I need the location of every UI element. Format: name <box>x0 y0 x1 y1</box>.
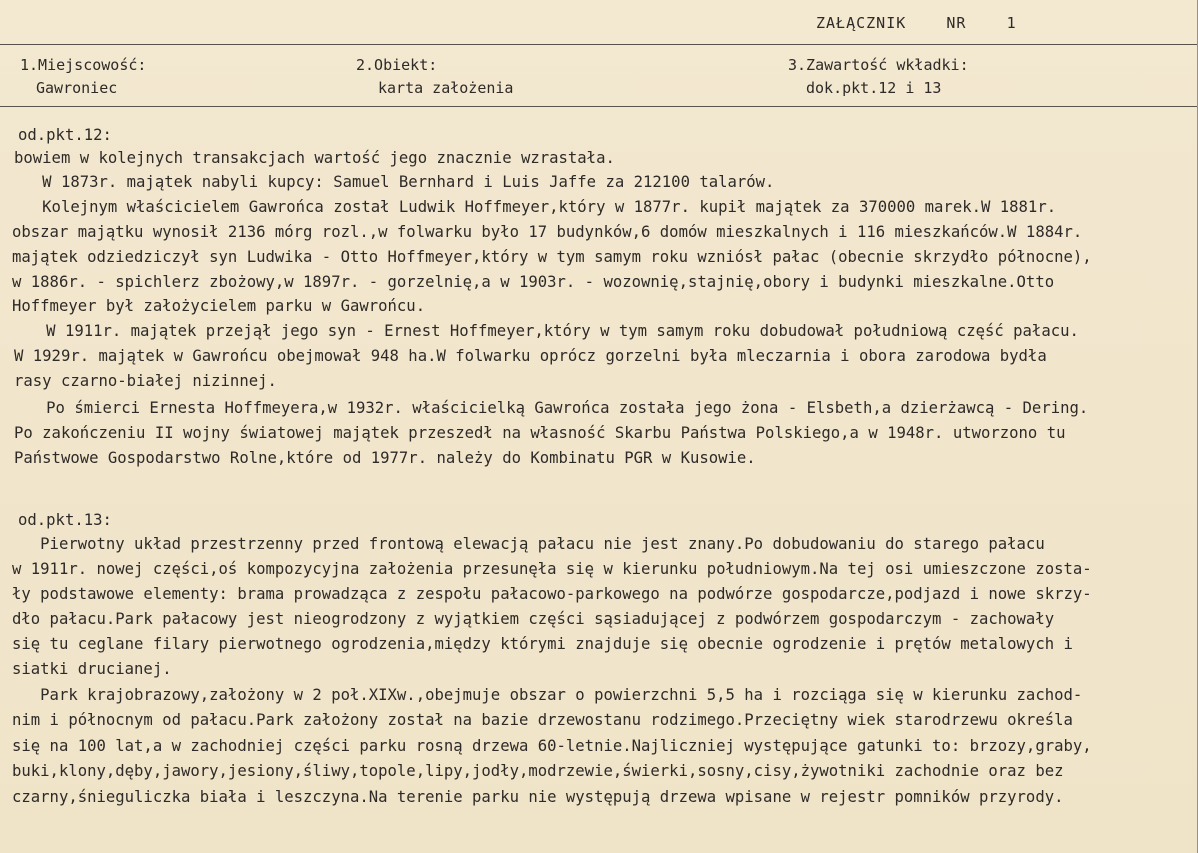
body-line: czarny,śnieguliczka biała i leszczyna.Na terenie parku nie występują drzewa wpisane w rejestr pomników przyrody. <box>12 788 1064 806</box>
body-line: się tu ceglane filary pierwotnego ogrodzenia,między którymi znajduje się obecnie ogrodzenie i prętów metalowych i <box>12 635 1073 653</box>
body-line: ły podstawowe elementy: brama prowadząca z zespołu pałacowo-parkowego na podwórze gospodarcze,podjazd i nowe skrzy- <box>12 585 1092 603</box>
body-line: dło pałacu.Park pałacowy jest nieogrodzony z wyjątkiem części sąsiadującej z podwórzem gospodarczym - zachowały <box>12 610 1055 628</box>
body-line: W 1929r. majątek w Gawrońcu obejmował 948 ha.W folwarku oprócz gorzelni była mleczarnia i obora zarodowa bydła <box>14 347 1047 365</box>
body-line: Park krajobrazowy,założony w 2 poł.XIXw.,obejmuje obszar o powierzchni 5,5 ha i rozciąga się w kierunku zachod- <box>12 686 1083 704</box>
body-line: w 1911r. nowej części,oś kompozycyjna założenia przesunęła się w kierunku południowym.Na tej osi umieszczone zosta- <box>12 560 1092 578</box>
body-line: Po zakończeniu II wojny światowej majątek przeszedł na własność Skarbu Państwa Polskiego,a w 1948r. utworzono tu <box>14 424 1066 442</box>
body-line: Po śmierci Ernesta Hoffmeyera,w 1932r. właścicielką Gawrońca została jego żona - Elsbeth,a dzierżawcą - Dering. <box>18 399 1089 417</box>
content-label: 3.Zawartość wkładki: <box>788 56 969 74</box>
body-line: Państwowe Gospodarstwo Rolne,które od 1977r. należy do Kombinatu PGR w Kusowie. <box>14 449 756 467</box>
body-line: bowiem w kolejnych transakcjach wartość jego znacznie wzrastała. <box>14 149 615 167</box>
body-line: od.pkt.12: <box>18 126 112 144</box>
body-line: buki,klony,dęby,jawory,jesiony,śliwy,topole,lipy,jodły,modrzewie,świerki,sosny,cisy,żywotniki zachodnie oraz bez <box>12 762 1064 780</box>
body-line: się na 100 lat,a w zachodniej części parku rosną drzewa 60-letnie.Najliczniej występujące gatunki to: brzozy,graby, <box>12 737 1092 755</box>
body-line: W 1911r. majątek przejął jego syn - Ernest Hoffmeyer,który w tym samym roku dobudował południową część pałacu. <box>18 322 1079 340</box>
content-value: dok.pkt.12 i 13 <box>806 79 942 97</box>
body-line: od.pkt.13: <box>18 511 112 529</box>
object-label: 2.Obiekt: <box>356 56 438 74</box>
header-bottom-rule <box>0 106 1198 107</box>
body-line: W 1873r. majątek nabyli kupcy: Samuel Bernhard i Luis Jaffe za 212100 talarów. <box>14 173 775 191</box>
body-line: nim i północnym od pałacu.Park założony został na bazie drzewostanu rodzimego.Przeciętny wiek starodrzewu określa <box>12 711 1073 729</box>
body-line: majątek odziedziczył syn Ludwika - Otto Hoffmeyer,który w tym samym roku wzniósł pałac (obecnie skrzydło północne), <box>12 248 1092 266</box>
place-label: 1.Miejscowość: <box>20 56 147 74</box>
body-line: Hoffmeyer był założycielem parku w Gawrońcu. <box>12 297 426 315</box>
body-line: rasy czarno-białej nizinnej. <box>14 372 277 390</box>
body-line: w 1886r. - spichlerz zbożowy,w 1897r. - gorzelnię,a w 1903r. - wozownię,stajnię,obory i budynki mieszkalne.Otto <box>12 273 1055 291</box>
annex-number: ZAŁĄCZNIK NR 1 <box>816 14 1017 32</box>
body-line: siatki drucianej. <box>12 660 172 678</box>
object-value: karta założenia <box>378 79 514 97</box>
header-top-rule <box>0 44 1198 45</box>
body-line: Pierwotny układ przestrzenny przed frontową elewacją pałacu nie jest znany.Po dobudowaniu do starego pałacu <box>12 535 1045 553</box>
body-line: Kolejnym właścicielem Gawrońca został Ludwik Hoffmeyer,który w 1877r. kupił majątek za 370000 marek.W 1881r. <box>14 198 1057 216</box>
body-line: obszar majątku wynosił 2136 mórg rozl.,w folwarku było 17 budynków,6 domów mieszkalnych i 116 mieszkańców.W 1884r. <box>12 223 1083 241</box>
place-value: Gawroniec <box>36 79 118 97</box>
